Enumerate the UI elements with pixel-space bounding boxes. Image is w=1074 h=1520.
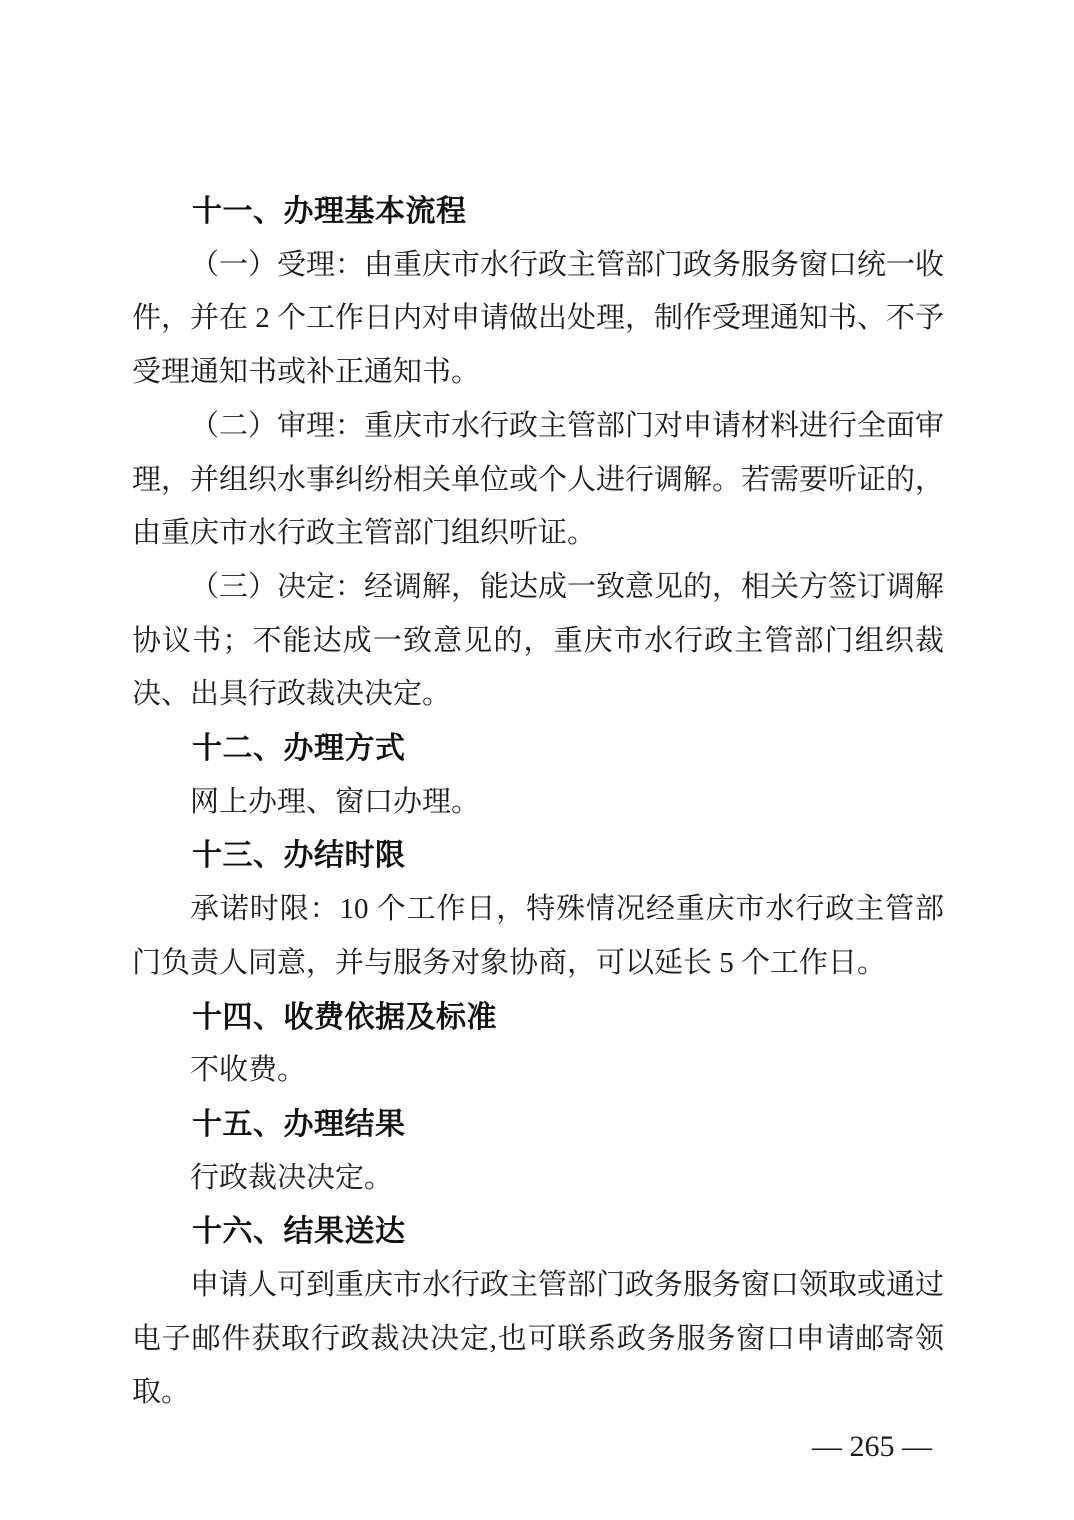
paragraph-delivery: 申请人可到重庆市水行政主管部门政务服务窗口领取或通过电子邮件获取行政裁决决定,也可联系政务服务窗口申请邮寄领取。 [132,1269,945,1409]
paragraph-review: （二）审理：重庆市水行政主管部门对申请材料进行全面审理，并组织水事纠纷相关单位或个人进行调解。若需要听证的，由重庆市水行政主管部门组织听证。 [132,409,945,550]
paragraph-time-limit: 承诺时限：10 个工作日，特殊情况经重庆市水行政主管部门负责人同意，并与服务对象协商，可以延长 5 个工作日。 [132,893,944,979]
paragraph-fee: 不收费。 [190,1054,307,1087]
paragraph-decision: （三）决定：经调解，能达成一致意见的，相关方签订调解协议书；不能达成一致意见的，重庆市水行政主管部门组织裁决、出具行政裁决决定。 [132,570,945,711]
heading-section-15: 十五、办理结果 [192,1107,406,1141]
document-body [132,185,944,1474]
heading-section-13: 十三、办结时限 [192,839,406,873]
heading-section-11: 十一、办理基本流程 [192,195,467,228]
heading-section-16: 十六、结果送达 [192,1215,406,1249]
page-number: — 265 — [812,1430,932,1464]
heading-section-12: 十二、办理方式 [192,732,406,766]
paragraph-acceptance: （一）受理：由重庆市水行政主管部门政务服务窗口统一收件，并在 2 个工作日内对申请做出处理，制作受理通知书、不予受理通知书或补正通知书。 [132,248,945,389]
paragraph-method: 网上办理、窗口办理。 [190,785,481,818]
paragraph-result: 行政裁决决定。 [190,1161,394,1194]
heading-section-14: 十四、收费依据及标准 [192,1000,497,1034]
